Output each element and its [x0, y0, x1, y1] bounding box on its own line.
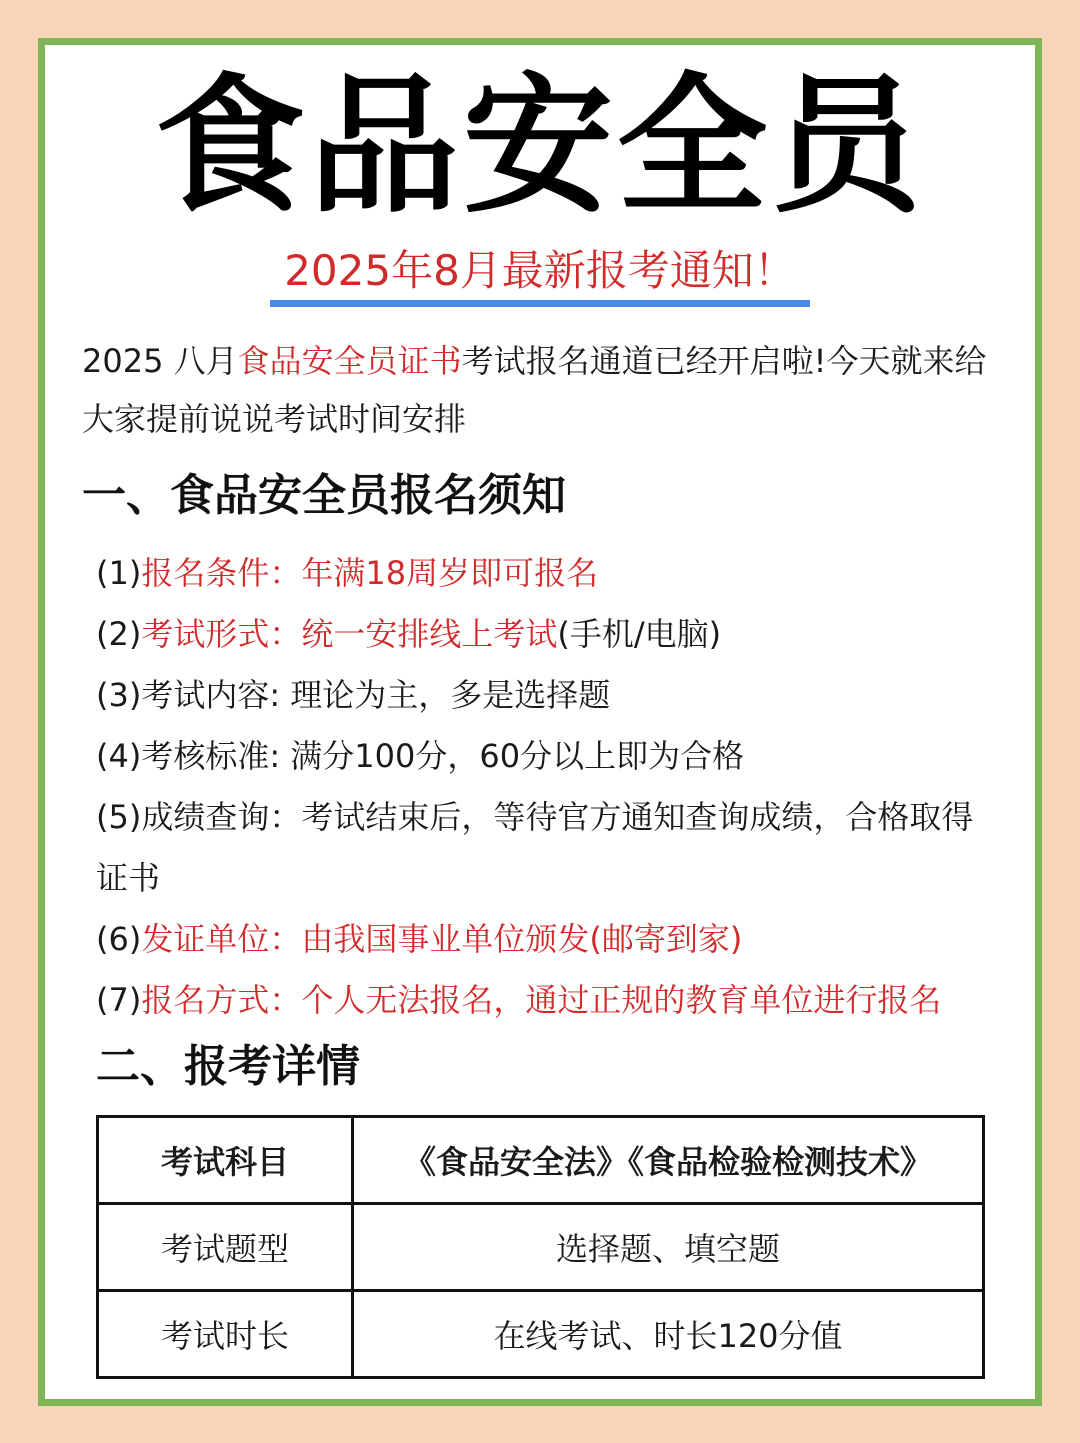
item-number: (2)	[96, 615, 142, 653]
item-text: 理论为主，多是选择题	[290, 676, 611, 714]
list-item	[96, 970, 996, 1031]
item-text: 由我国事业单位颁发(邮寄到家)	[301, 920, 743, 958]
item-text: 满分100分，60分以上即为合格	[290, 737, 745, 775]
list-item	[96, 787, 996, 909]
intro-highlight: 食品安全员证书	[237, 342, 462, 380]
item-number: (1)	[96, 554, 142, 592]
section1-heading: 一、食品安全员报名须知	[82, 470, 566, 521]
item-number: (3)	[96, 676, 142, 714]
list-item	[96, 604, 996, 665]
intro-part2: 考试报名通道已经开启啦!今天就来给大家提前说说考试时间安排	[82, 342, 987, 438]
table-cell-label: 考试科目	[98, 1117, 353, 1204]
item-number: (6)	[96, 920, 142, 958]
list-item	[96, 543, 996, 604]
table-cell-value: 《食品安全法》《食品检验检测技术》	[353, 1117, 984, 1204]
item-text: 年满18周岁即可报名	[301, 554, 599, 592]
list-item	[96, 909, 996, 970]
item-label: 报名条件：	[141, 554, 302, 592]
table-row	[98, 1204, 984, 1291]
table-row	[98, 1117, 984, 1204]
table-row	[98, 1291, 984, 1378]
subtitle: 2025年8月最新报考通知！	[270, 246, 810, 307]
subtitle-container	[0, 246, 1080, 307]
item-label: 考试内容:	[141, 676, 291, 714]
notice-list	[96, 543, 996, 1031]
table-cell-value: 在线考试、时长120分值	[353, 1291, 984, 1378]
table-cell-label: 考试时长	[98, 1291, 353, 1378]
item-number: (4)	[96, 737, 142, 775]
table-cell-value: 选择题、填空题	[353, 1204, 984, 1291]
intro-paragraph	[82, 332, 1002, 448]
exam-details-table	[96, 1115, 985, 1379]
item-label: 考核标准:	[141, 737, 291, 775]
table-cell-label: 考试题型	[98, 1204, 353, 1291]
item-text: 个人无法报名，通过正规的教育单位进行报名	[301, 981, 942, 1019]
section2-heading: 二、报考详情	[96, 1041, 360, 1092]
item-label: 报名方式：	[141, 981, 302, 1019]
item-text: 统一安排线上考试	[301, 615, 558, 653]
item-number: (5)	[96, 798, 142, 836]
item-text: 考试结束后，等待官方通知查询成绩，合格取得证书	[96, 798, 974, 897]
item-number: (7)	[96, 981, 142, 1019]
item-label: 成绩查询：	[141, 798, 302, 836]
item-label: 考试形式：	[141, 615, 302, 653]
page-title: 食品安全员	[154, 60, 925, 234]
item-label: 发证单位：	[141, 920, 302, 958]
intro-part1: 2025 八月	[82, 342, 238, 380]
item-extra: (手机/电脑)	[557, 615, 722, 653]
list-item	[96, 726, 996, 787]
list-item	[96, 665, 996, 726]
